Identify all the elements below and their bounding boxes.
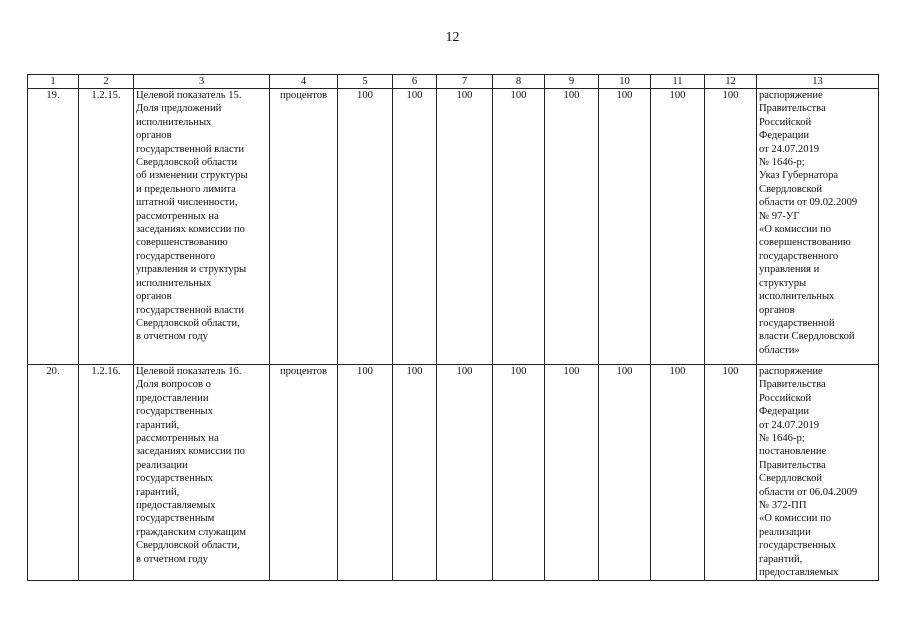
value-cell: 100 bbox=[493, 365, 545, 581]
column-header: 1 bbox=[28, 75, 79, 89]
value-cell: 100 bbox=[393, 89, 437, 365]
column-header: 2 bbox=[79, 75, 134, 89]
legal-source: распоряжение Правительства Российской Федерации от 24.07.2019 № 1646-р; Указ Губернатора Свердловской области от 09.02.2009 № 97-УГ «О комиссии по совершенствованию государственного управления и структуры исполнительных органов государственной власти Свердловской области» bbox=[757, 89, 879, 365]
unit: процентов bbox=[270, 365, 338, 581]
value-cell: 100 bbox=[651, 89, 705, 365]
column-header: 9 bbox=[545, 75, 599, 89]
unit: процентов bbox=[270, 89, 338, 365]
indicators-table bbox=[27, 74, 879, 581]
value-cell: 100 bbox=[651, 365, 705, 581]
value-cell: 100 bbox=[493, 89, 545, 365]
value-cell: 100 bbox=[393, 365, 437, 581]
value-cell: 100 bbox=[599, 89, 651, 365]
column-header: 6 bbox=[393, 75, 437, 89]
value-cell: 100 bbox=[437, 365, 493, 581]
indicator-name: Целевой показатель 15. Доля предложений исполнительных органов государственной власти Свердловской области об изменении структуры и предельного лимита штатной численности, рассмотренных на заседаниях комиссии по совершенствованию государственного управления и структуры исполнительных органов государственной власти Свердловской области, в отчетном году bbox=[134, 89, 270, 365]
legal-source: распоряжение Правительства Российской Федерации от 24.07.2019 № 1646-р; постановление Правительства Свердловской области от 06.04.2009 № 372-ПП «О комиссии по реализации государственных гарантий, предоставляемых bbox=[757, 365, 879, 581]
row-number: 19. bbox=[28, 89, 79, 365]
column-header: 11 bbox=[651, 75, 705, 89]
page-number: 12 bbox=[445, 30, 460, 45]
value-cell: 100 bbox=[545, 365, 599, 581]
column-header: 3 bbox=[134, 75, 270, 89]
row-code: 1.2.16. bbox=[79, 365, 134, 581]
table-row bbox=[28, 89, 879, 365]
header-row bbox=[28, 75, 879, 89]
table-row bbox=[28, 365, 879, 581]
value-cell: 100 bbox=[338, 365, 393, 581]
column-header: 13 bbox=[757, 75, 879, 89]
column-header: 8 bbox=[493, 75, 545, 89]
column-header: 4 bbox=[270, 75, 338, 89]
column-header: 12 bbox=[705, 75, 757, 89]
row-code: 1.2.15. bbox=[79, 89, 134, 365]
value-cell: 100 bbox=[705, 89, 757, 365]
value-cell: 100 bbox=[545, 89, 599, 365]
column-header: 5 bbox=[338, 75, 393, 89]
value-cell: 100 bbox=[599, 365, 651, 581]
indicator-name: Целевой показатель 16. Доля вопросов о предоставлении государственных гарантий, рассмотренных на заседаниях комиссии по реализации государственных гарантий, предоставляемых государственным гражданским служащим Свердловской области, в отчетном году bbox=[134, 365, 270, 581]
column-header: 10 bbox=[599, 75, 651, 89]
value-cell: 100 bbox=[705, 365, 757, 581]
column-header: 7 bbox=[437, 75, 493, 89]
value-cell: 100 bbox=[338, 89, 393, 365]
value-cell: 100 bbox=[437, 89, 493, 365]
row-number: 20. bbox=[28, 365, 79, 581]
